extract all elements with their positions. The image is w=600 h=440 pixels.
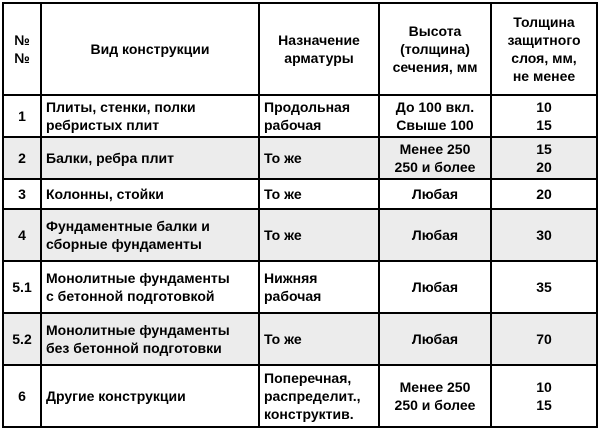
header-num-line: № [14, 50, 30, 66]
row-purpose-line: То же [264, 227, 302, 243]
row-height [379, 137, 491, 179]
row-purpose-line: То же [264, 186, 302, 202]
row-height-line: Свыше 100 [396, 117, 474, 133]
row-purpose [259, 95, 379, 137]
header-kind-line: Вид конструкции [90, 41, 210, 57]
table-row [3, 209, 597, 261]
row-kind-line: Колонны, стойки [46, 186, 164, 202]
row-height [379, 95, 491, 137]
row-thickness-line: 10 [536, 99, 552, 115]
table-row [3, 365, 597, 427]
header-height [379, 3, 491, 95]
table-row [3, 95, 597, 137]
row-purpose [259, 137, 379, 179]
row-height-line: До 100 вкл. [395, 99, 475, 115]
row-purpose-line: конструктив. [264, 406, 354, 422]
row-height-line: 250 и более [394, 397, 476, 413]
row-height [379, 313, 491, 365]
row-thickness [491, 365, 597, 427]
row-thickness [491, 137, 597, 179]
row-purpose-line: Поперечная, [264, 370, 352, 386]
row-kind [41, 209, 259, 261]
row-num: 6 [3, 365, 41, 427]
row-kind-line: Монолитные фундаменты [46, 270, 230, 286]
header-thickness-line: Толщина [513, 14, 575, 30]
row-purpose [259, 261, 379, 313]
row-kind-line: ребристых плит [46, 117, 160, 133]
row-height [379, 365, 491, 427]
row-thickness-line: 15 [536, 117, 552, 133]
table-row [3, 179, 597, 209]
header-purpose-line: арматуры [284, 50, 354, 66]
row-kind [41, 261, 259, 313]
row-height-line: Любая [411, 279, 459, 295]
header-height-line: (толщина) [400, 41, 470, 57]
row-purpose [259, 365, 379, 427]
row-thickness-line: 20 [536, 159, 552, 175]
row-height-line: Любая [411, 186, 459, 202]
row-height-line: Менее 250 [399, 379, 471, 395]
row-thickness [491, 95, 597, 137]
row-height-line: Любая [411, 331, 459, 347]
row-kind [41, 313, 259, 365]
cover-thickness-table [2, 2, 598, 428]
row-thickness-line: 20 [536, 186, 552, 202]
row-thickness-line: 35 [536, 279, 552, 295]
row-kind-line: Другие конструкции [46, 388, 186, 404]
table-row [3, 313, 597, 365]
row-height [379, 261, 491, 313]
row-thickness [491, 313, 597, 365]
row-kind [41, 95, 259, 137]
header-purpose [259, 3, 379, 95]
header-thickness [491, 3, 597, 95]
row-thickness-line: 15 [536, 397, 552, 413]
header-thickness-line: слоя, мм, [511, 50, 577, 66]
row-kind-line: Балки, ребра плит [46, 150, 174, 166]
table-row [3, 137, 597, 179]
row-kind [41, 137, 259, 179]
row-num: 5.2 [3, 313, 41, 365]
row-height-line: 250 и более [394, 159, 476, 175]
row-height-line: Любая [411, 227, 459, 243]
row-kind-line: без бетонной подготовки [46, 340, 222, 356]
header-thickness-line: защитного [507, 32, 581, 48]
header-kind [41, 3, 259, 95]
row-thickness [491, 209, 597, 261]
row-num: 3 [3, 179, 41, 209]
header-height-line: Высота [408, 23, 462, 39]
row-kind-line: Плиты, стенки, полки [46, 99, 196, 115]
header-thickness-line: не менее [512, 68, 576, 84]
row-num: 4 [3, 209, 41, 261]
row-height [379, 209, 491, 261]
row-purpose-line: То же [264, 150, 302, 166]
row-kind [41, 365, 259, 427]
row-num: 1 [3, 95, 41, 137]
header-num [3, 3, 41, 95]
row-thickness-line: 15 [536, 141, 552, 157]
row-num: 5.1 [3, 261, 41, 313]
row-thickness [491, 179, 597, 209]
header-height-line: сечения, мм [392, 59, 478, 75]
row-kind-line: Монолитные фундаменты [46, 322, 230, 338]
row-purpose-line: рабочая [264, 288, 322, 304]
row-height-line: Менее 250 [399, 141, 471, 157]
row-kind-line: Фундаментные балки и [46, 218, 210, 234]
row-purpose-line: Нижняя [264, 270, 318, 286]
header-purpose-line: Назначение [278, 32, 360, 48]
row-purpose-line: распределит., [264, 388, 361, 404]
row-kind [41, 179, 259, 209]
row-thickness [491, 261, 597, 313]
row-purpose [259, 209, 379, 261]
table-row [3, 261, 597, 313]
row-height [379, 179, 491, 209]
row-purpose-line: рабочая [264, 117, 322, 133]
row-kind-line: с бетонной подготовкой [46, 288, 215, 304]
row-thickness-line: 30 [536, 227, 552, 243]
row-purpose-line: Продольная [264, 99, 350, 115]
header-num-line: № [14, 32, 30, 48]
row-purpose-line: То же [264, 331, 302, 347]
row-purpose [259, 313, 379, 365]
row-purpose [259, 179, 379, 209]
row-kind-line: сборные фундаменты [46, 236, 202, 252]
row-num: 2 [3, 137, 41, 179]
header-row [3, 3, 597, 95]
row-thickness-line: 10 [536, 379, 552, 395]
row-thickness-line: 70 [536, 331, 552, 347]
